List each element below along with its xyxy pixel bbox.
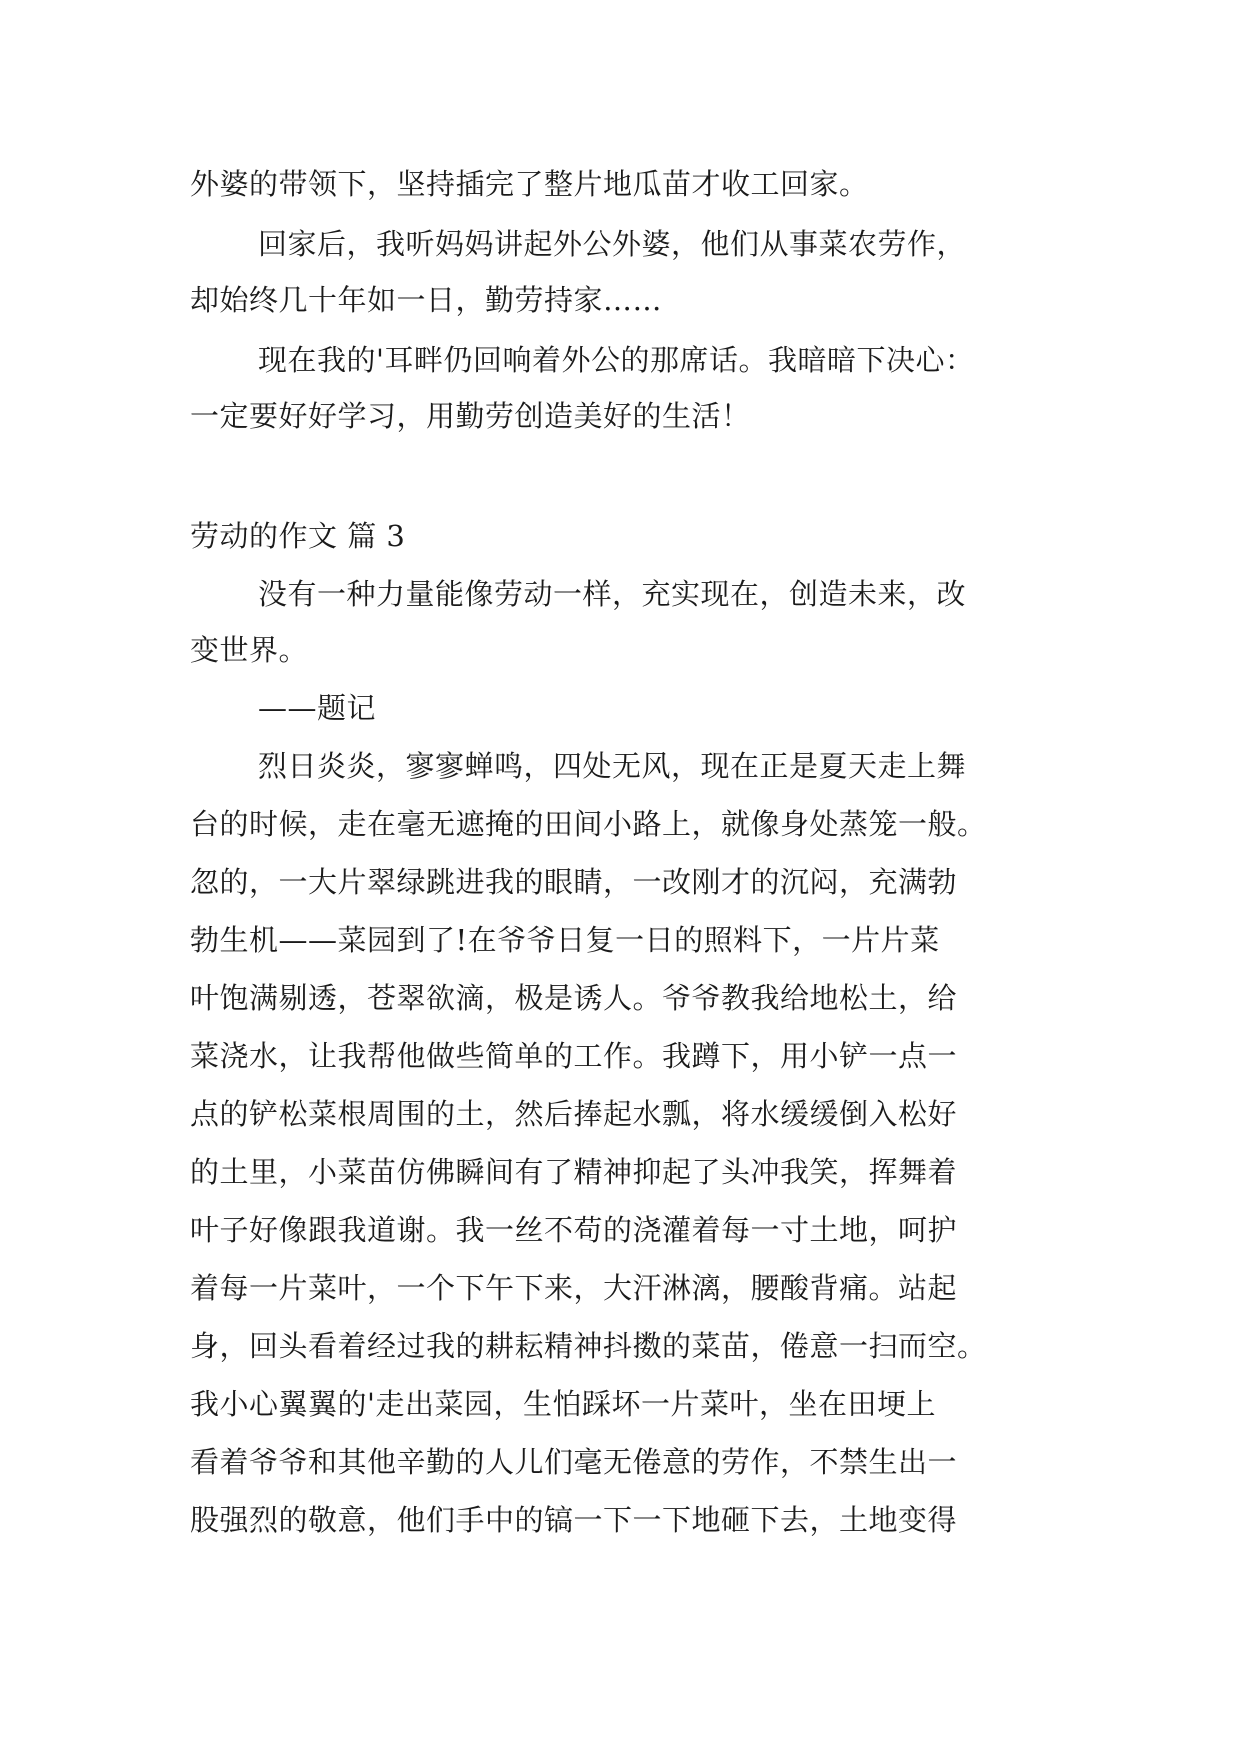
paragraph-line: 股强烈的敬意，他们手中的镐一下一下地砸下去，土地变得 (190, 1503, 958, 1537)
paragraph-line: 菜浇水，让我帮他做些简单的工作。我蹲下，用小铲一点一 (190, 1039, 958, 1073)
paragraph-line: 身，回头看着经过我的耕耘精神抖擞的菜苗，倦意一扫而空。 (190, 1329, 987, 1363)
paragraph-line: 的土里，小菜苗仿佛瞬间有了精神抑起了头冲我笑，挥舞着 (190, 1155, 958, 1189)
paragraph-line: 叶饱满剔透，苍翠欲滴，极是诱人。爷爷教我给地松土，给 (190, 981, 958, 1015)
paragraph-line: 烈日炎炎，寥寥蝉鸣，四处无风，现在正是夏天走上舞 (258, 749, 967, 783)
paragraph-line: 变世界。 (190, 633, 309, 667)
paragraph-line: 着每一片菜叶，一个下午下来，大汗淋漓，腰酸背痛。站起 (190, 1271, 958, 1305)
paragraph-line: 回家后，我听妈妈讲起外公外婆，他们从事菜农劳作， (258, 227, 967, 261)
epigraph-attribution: ——题记 (258, 691, 377, 725)
paragraph-line: 我小心翼翼的'走出菜园，生怕踩坏一片菜叶，坐在田埂上 (190, 1387, 936, 1421)
paragraph-line: 却始终几十年如一日，勤劳持家…… (190, 283, 663, 317)
section-heading: 劳动的作文 篇 3 (190, 519, 406, 553)
paragraph-line: 现在我的'耳畔仍回响着外公的那席话。我暗暗下决心： (258, 343, 975, 377)
paragraph-line: 忽的，一大片翠绿跳进我的眼睛，一改刚才的沉闷，充满勃 (190, 865, 958, 899)
paragraph-line: 一定要好好学习，用勤劳创造美好的生活！ (190, 399, 751, 433)
paragraph-line: 叶子好像跟我道谢。我一丝不苟的浇灌着每一寸土地，呵护 (190, 1213, 958, 1247)
paragraph-line: 台的时候，走在毫无遮掩的田间小路上，就像身处蒸笼一般。 (190, 807, 987, 841)
paragraph-line: 没有一种力量能像劳动一样，充实现在，创造未来，改 (258, 577, 967, 611)
paragraph-line: 勃生机——菜园到了!在爷爷日复一日的照料下，一片片菜 (190, 923, 940, 957)
paragraph-line: 点的铲松菜根周围的土，然后捧起水瓢，将水缓缓倒入松好 (190, 1097, 958, 1131)
paragraph-line: 看着爷爷和其他辛勤的人儿们毫无倦意的劳作，不禁生出一 (190, 1445, 958, 1479)
paragraph-line: 外婆的带领下，坚持插完了整片地瓜苗才收工回家。 (190, 167, 869, 201)
